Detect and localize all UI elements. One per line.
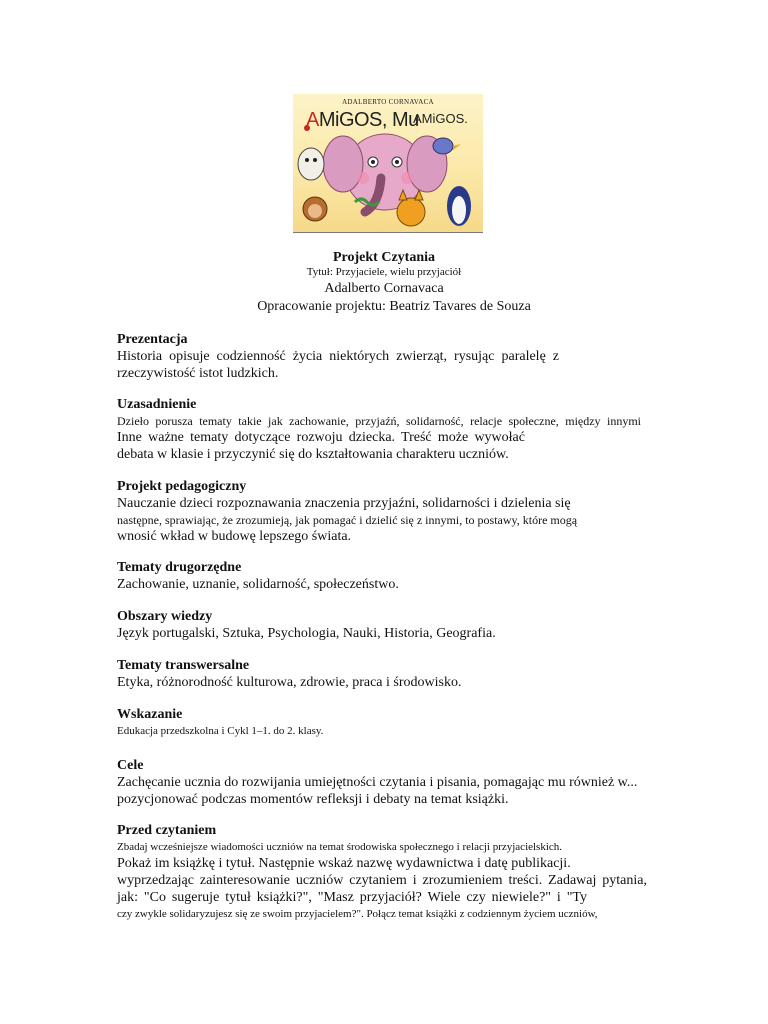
cover-title-second: AMiGOS. — [413, 111, 468, 126]
paragraph-line: jak: "Co sugeruje tytuł książki?", "Masz przyjaciół? Wiele czy niewiele?" i "Ty — [117, 890, 587, 905]
project-subtitle: Tytuł: Przyjaciele, wielu przyjaciół — [306, 266, 462, 278]
paragraph-line: debata w klasie i przyczynić się do kształtowania charakteru uczniów. — [117, 447, 509, 462]
section-heading: Obszary wiedzy — [117, 609, 213, 624]
section-projekt-pedagogiczny — [117, 479, 665, 545]
paragraph-line: czy zwykle solidaryzujesz się ze swoim przyjacielem?". Połącz temat książki z codziennym życiem uczniów, — [117, 908, 598, 920]
cover-title-initial: A — [306, 109, 319, 131]
book-cover-image — [293, 94, 483, 233]
section-wskazanie — [117, 707, 665, 739]
paragraph-line: następne, sprawiając, że zrozumieją, jak pomagać i dzielić się z innymi, to postawy, które mogą — [117, 513, 578, 527]
paragraph-line: Język portugalski, Sztuka, Psychologia, Nauki, Historia, Geografia. — [117, 626, 496, 641]
project-prepared-by: Opracowanie projektu: Beatriz Tavares de Souza — [257, 299, 531, 314]
paragraph-line: Etyka, różnorodność kulturowa, zdrowie, praca i środowisko. — [117, 675, 462, 690]
section-prezentacja — [117, 332, 665, 382]
paragraph-line: Zbadaj wcześniejsze wiadomości uczniów na temat środowiska społecznego i relacji przyjacielskich. — [117, 841, 563, 853]
cover-title-rest: MiGOS, Mu — [318, 109, 419, 131]
paragraph-line: Edukacja przedszkolna i Cykl 1–1. do 2. klasy. — [117, 725, 324, 737]
section-heading: Cele — [117, 758, 144, 773]
paragraph-line: Zachęcanie ucznia do rozwijania umiejętności czytania i pisania, pomagając mu również w... — [117, 775, 638, 790]
paragraph-line: Pokaż im książkę i tytuł. Następnie wskaż nazwę wydawnictwa i datę publikacji. — [117, 856, 571, 871]
section-uzasadnienie — [117, 397, 665, 463]
paragraph-line: Dzieło porusza tematy takie jak zachowanie, przyjaźń, solidarność, relacje społeczne, między innymi — [117, 414, 641, 428]
cover-title — [306, 109, 419, 132]
project-author: Adalberto Cornavaca — [324, 281, 444, 296]
section-heading: Wskazanie — [117, 707, 183, 722]
section-heading: Przed czytaniem — [117, 823, 217, 838]
section-obszary-wiedzy — [117, 609, 665, 642]
section-heading: Tematy drugorzędne — [117, 560, 242, 575]
section-cele — [117, 758, 665, 808]
paragraph-line: Zachowanie, uznanie, solidarność, społeczeństwo. — [117, 577, 399, 592]
section-tematy-transwersalne — [117, 658, 665, 691]
paragraph-line: wyprzedzając zainteresowanie uczniów czytaniem i zrozumieniem treści. Zadawaj pytania, — [117, 873, 647, 888]
project-title: Projekt Czytania — [333, 250, 435, 265]
paragraph-line: Historia opisuje codzienność życia niektórych zwierząt, rysując paralelę z — [117, 349, 559, 364]
paragraph-line: wnosić wkład w budowę lepszego świata. — [117, 529, 352, 544]
paragraph-line: Inne ważne tematy dotyczące rozwoju dziecka. Treść może wywołać — [117, 430, 525, 445]
paragraph-line: Nauczanie dzieci rozpoznawania znaczenia przyjaźni, solidarności i dzielenia się — [117, 496, 571, 511]
section-tematy-drugorzedne — [117, 560, 665, 593]
section-przed-czytaniem — [117, 823, 665, 922]
paragraph-line: rzeczywistość istot ludzkich. — [117, 366, 279, 381]
section-heading: Prezentacja — [117, 332, 188, 347]
section-heading: Projekt pedagogiczny — [117, 479, 247, 494]
cover-author: ADALBERTO CORNAVACA — [342, 98, 434, 106]
section-heading: Tematy transwersalne — [117, 658, 250, 673]
paragraph-line: pozycjonować podczas momentów refleksji i debaty na temat książki. — [117, 792, 509, 807]
section-heading: Uzasadnienie — [117, 397, 197, 412]
